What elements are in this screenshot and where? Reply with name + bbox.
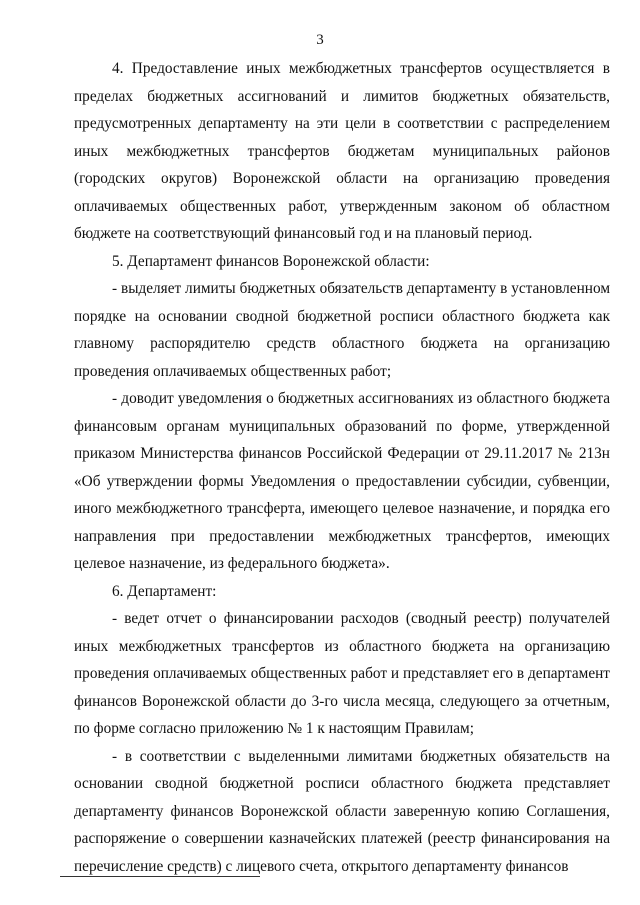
paragraph-5-item-limits: - выделяет лимиты бюджетных обязательств департаменту в установленном порядке на основании сводной бюджетной росписи областного бюджета как главному распорядителю средств областного бюджета на организацию проведения оплачиваемых общественных работ; [74, 280, 610, 380]
paragraph-6-heading: 6. Департамент: [112, 582, 217, 600]
footer-divider [60, 876, 260, 877]
document-body [74, 55, 610, 880]
paragraph-6-item-report: - ведет отчет о финансировании расходов (сводный реестр) получателей иных межбюджетных трансфертов из областного бюджета на организацию проведения оплачиваемых общественных работ и представляет его в департамент финансов Воронежской области до 3-го числа месяца, следующего за отчетным, по форме согласно приложению № 1 к настоящим Правилам; [74, 610, 610, 737]
paragraph-5-item-notifications: - доводит уведомления о бюджетных ассигнованиях из областного бюджета финансовым органам муниципальных образований по форме, утвержденной приказом Министерства финансов Российской Федерации от 29.11.2017 № 213н «Об утверждении формы Уведомления о предоставлении субсидии, субвенции, иного межбюджетного трансферта, имеющего целевое назначение, и порядка его направления при предоставлении межбюджетных трансфертов, имеющих целевое назначение, из федерального бюджета». [74, 390, 610, 572]
paragraph-5-heading: 5. Департамент финансов Воронежской области: [112, 252, 430, 270]
paragraph-6-item-agreement: - в соответствии с выделенными лимитами бюджетных обязательств на основании сводной бюджетной росписи областного бюджета представляет департаменту финансов Воронежской области заверенную копию Соглашения, распоряжение о совершении казначейских платежей (реестр финансирования на перечисление средств) с лицевого счета, открытого департаменту финансов [74, 747, 610, 875]
page-number: 3 [316, 32, 324, 48]
paragraph-4-transfers: 4. Предоставление иных межбюджетных трансфертов осуществляется в пределах бюджетных ассигнований и лимитов бюджетных обязательств, предусмотренных департаменту на эти цели в соответствии с распределением иных межбюджетных трансфертов бюджетам муниципальных районов (городских округов) Воронежской области на организацию проведения оплачиваемых общественных работ, утвержденным законом об областном бюджете на соответствующий финансовый год и на плановый период. [74, 60, 610, 242]
